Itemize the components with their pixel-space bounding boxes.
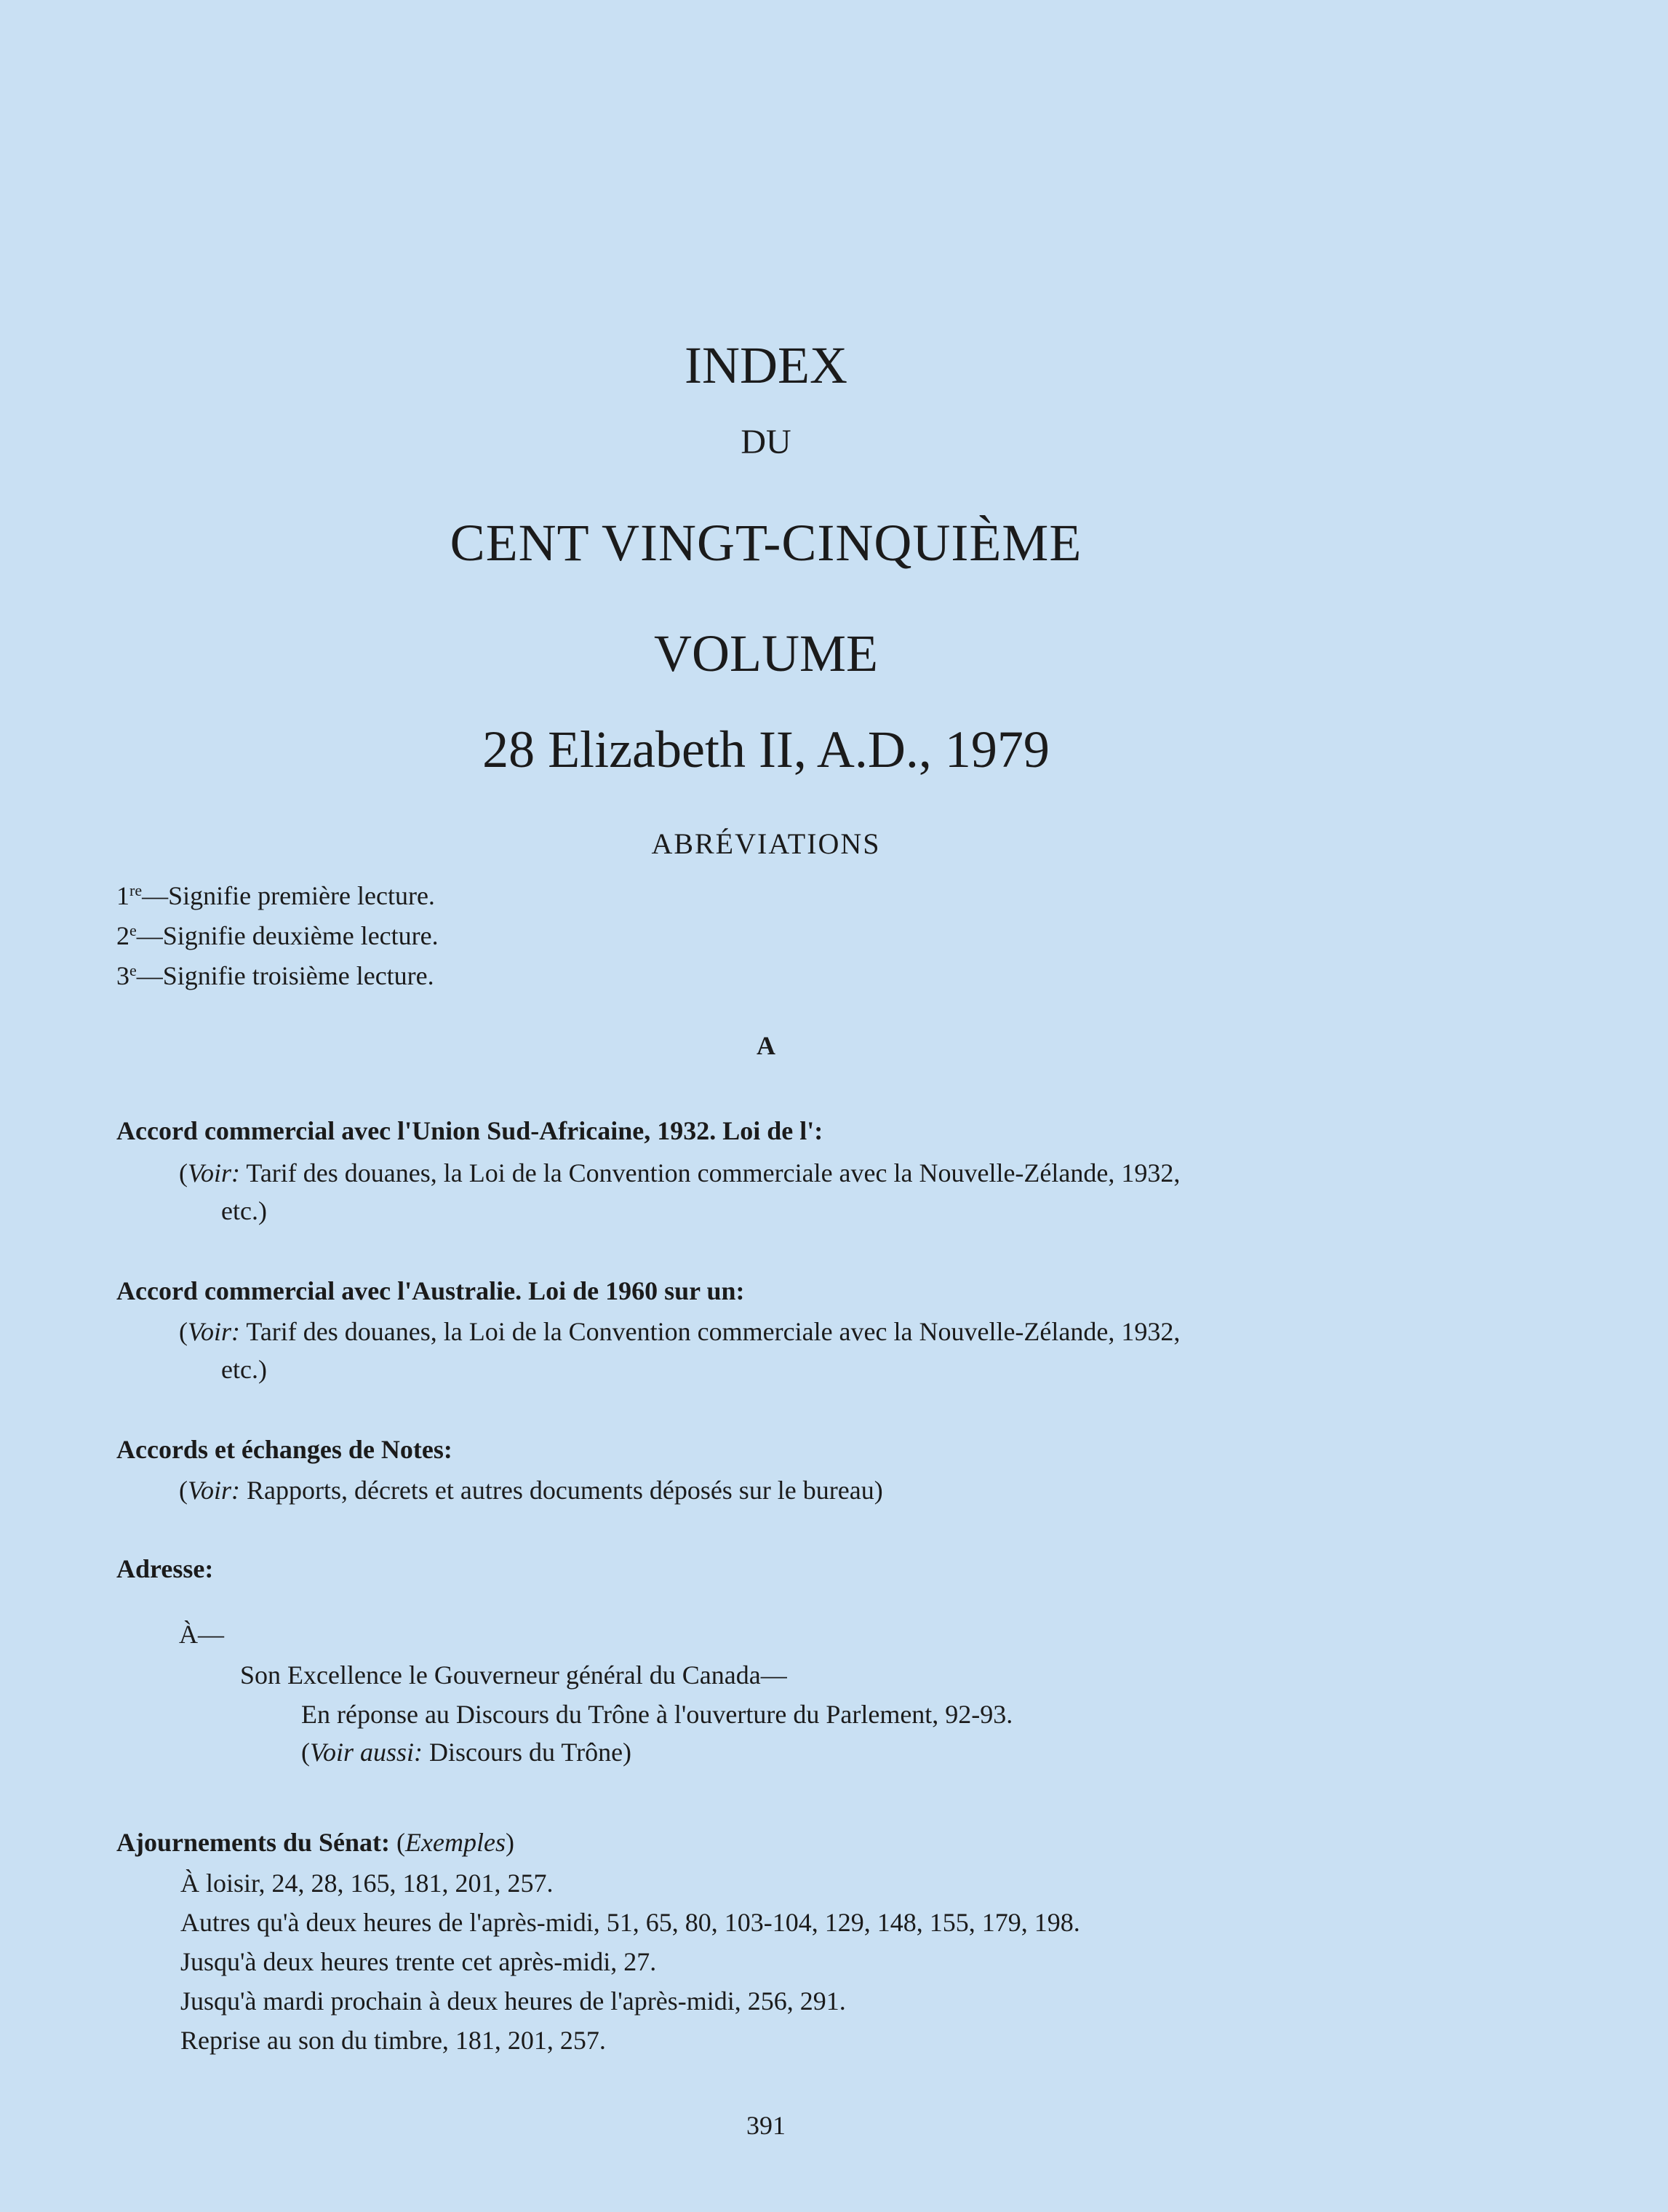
entry-reference-cont: etc.) (221, 1355, 267, 1384)
entry-subentry: Autres qu'à deux heures de l'après-midi, 51, 65, 80, 103-104, 129, 148, 155, 179, 198. (180, 1908, 1080, 1937)
entry-subentry: À loisir, 24, 28, 165, 181, 201, 257. (180, 1869, 554, 1898)
abbreviations-list (116, 876, 439, 996)
entry-subentry: Son Excellence le Gouverneur général du Canada— (240, 1660, 787, 1690)
title-du: DU (741, 423, 791, 461)
entry-heading: Accords et échanges de Notes: (116, 1435, 452, 1464)
entry-heading: Accord commercial avec l'Union Sud-Africaine, 1932. Loi de l': (116, 1116, 823, 1145)
entry-heading: Ajournements du Sénat: (Exemples) (116, 1828, 514, 1857)
page-number: 391 (746, 2111, 786, 2140)
entry-subheading: À— (179, 1620, 224, 1649)
entry-subentry: Jusqu'à deux heures trente cet après-midi, 27. (180, 1947, 657, 1976)
entry-subsubentry: En réponse au Discours du Trône à l'ouverture du Parlement, 92-93. (301, 1700, 1013, 1729)
title-cent: CENT VINGT-CINQUIÈME (450, 514, 1082, 572)
entry-heading: Accord commercial avec l'Australie. Loi de 1960 sur un: (116, 1276, 745, 1305)
entry-subentry: Jusqu'à mardi prochain à deux heures de l'après-midi, 256, 291. (180, 1986, 846, 2016)
title-index: INDEX (685, 336, 847, 394)
entry-see-also: (Voir aussi: Discours du Trône) (301, 1738, 632, 1767)
abbreviation-item: 1re—Signifie première lecture. (116, 881, 435, 910)
entry-reference: (Voir: Tarif des douanes, la Loi de la Convention commerciale avec la Nouvelle-Zélande, 1932, (179, 1158, 1181, 1187)
entry-reference: (Voir: Rapports, décrets et autres documents déposés sur le bureau) (179, 1476, 883, 1505)
abbreviation-item: 3e—Signifie troisième lecture. (116, 961, 434, 990)
title-volume: VOLUME (654, 624, 878, 683)
entry-heading: Adresse: (116, 1554, 214, 1583)
section-letter: A (757, 1031, 775, 1060)
abbreviation-item: 2e—Signifie deuxième lecture. (116, 921, 439, 950)
abbreviations-heading: ABRÉVIATIONS (651, 827, 881, 860)
entry-reference: (Voir: Tarif des douanes, la Loi de la Convention commerciale avec la Nouvelle-Zélande, 1932, (179, 1317, 1181, 1346)
entry-reference-cont: etc.) (221, 1196, 267, 1225)
title-date: 28 Elizabeth II, A.D., 1979 (482, 720, 1050, 779)
entry-subentry: Reprise au son du timbre, 181, 201, 257. (180, 2026, 606, 2055)
